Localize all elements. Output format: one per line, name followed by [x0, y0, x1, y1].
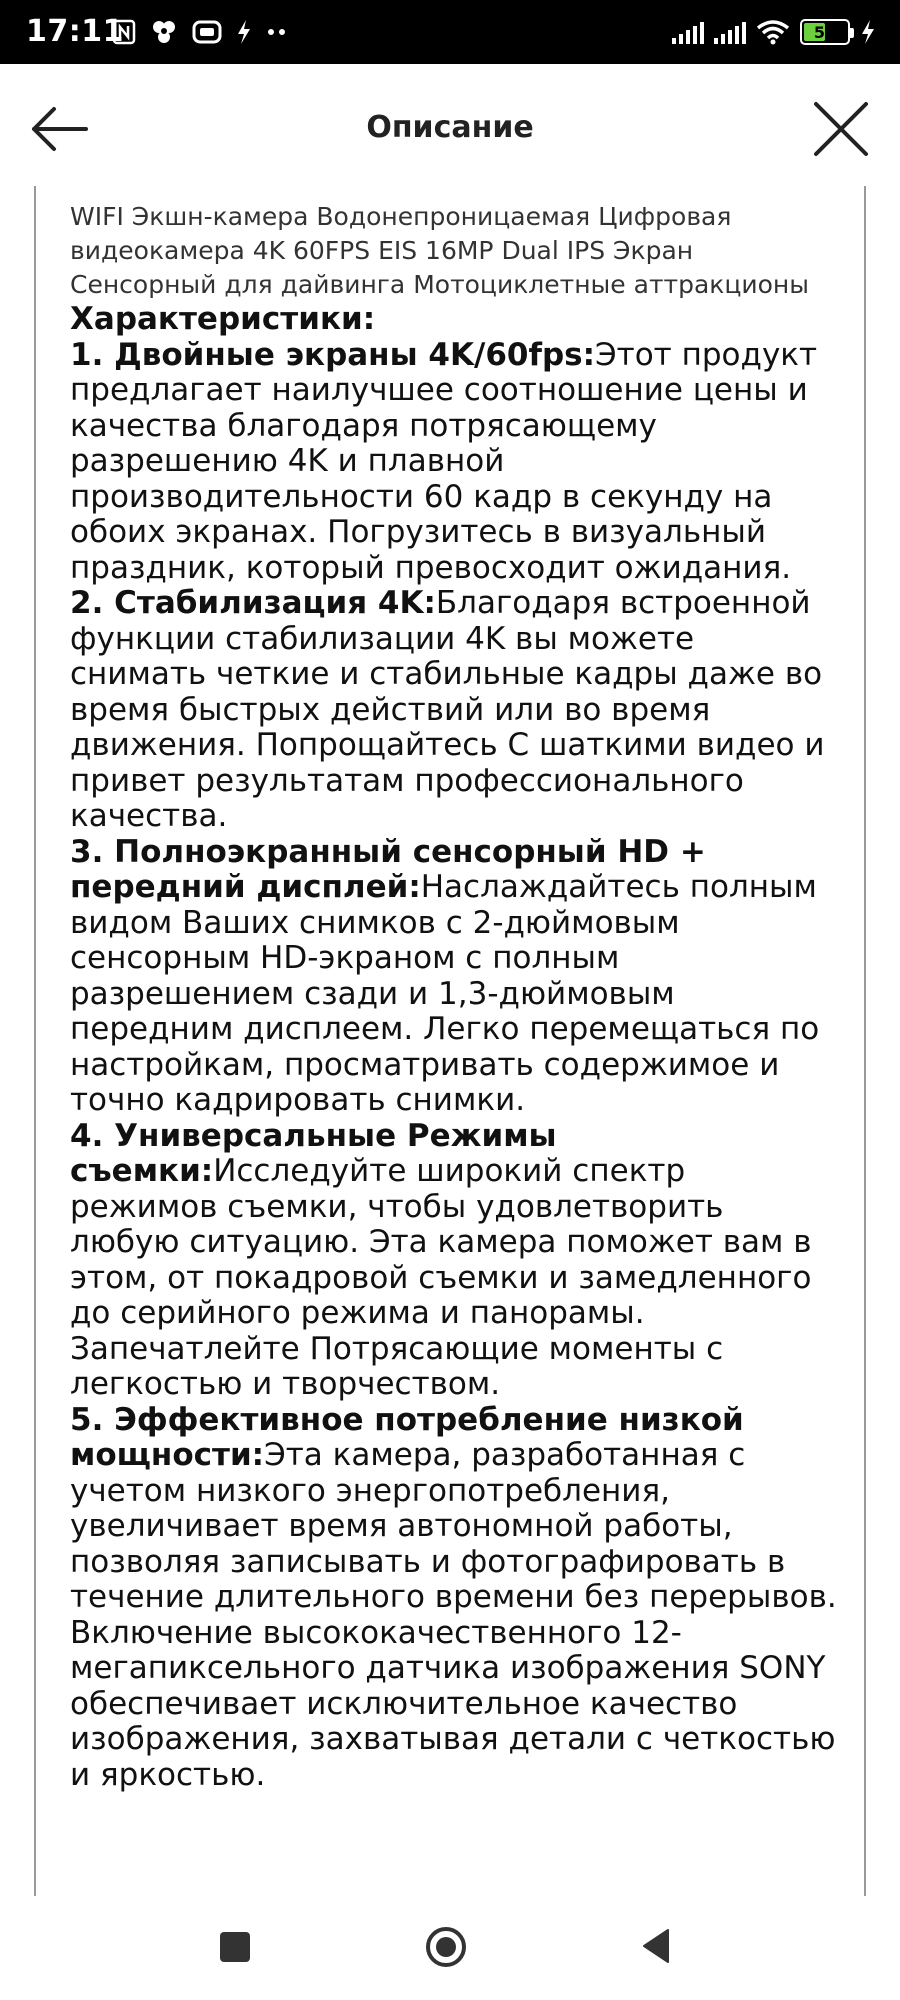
battery-tip: [850, 28, 854, 38]
signal-icon: [714, 20, 746, 44]
feature-heading: 2. Стабилизация 4K:: [70, 585, 436, 621]
close-button[interactable]: [806, 94, 876, 164]
product-title: WIFI Экшн-камера Водонепроницаемая Цифровая видеокамера 4K 60FPS EIS 16MP Dual IPS Экран Сенсорный для дайвинга Мотоциклетные аттракционы: [70, 202, 810, 299]
status-icons-left: [112, 18, 288, 46]
recent-apps-icon[interactable]: [220, 1932, 250, 1962]
nfc-icon: [112, 19, 136, 45]
feature-text: Наслаждайтесь полным видом Ваших снимков с 2-дюймовым сенсорным HD-экраном с полным разрешением сзади и 1,3-дюймовым передним дисплеем. Легко перемещаться по настройкам, просматривать содержимое и точно кадрировать снимки.: [70, 869, 820, 1118]
signal-icon: [672, 20, 704, 44]
wifi-icon: [756, 19, 790, 45]
triangle-back-icon: [638, 1926, 674, 1966]
more-dots-icon: [266, 27, 288, 37]
back-icon[interactable]: [638, 1926, 674, 1966]
feature-heading: 1. Двойные экраны 4K/60fps:: [70, 336, 596, 373]
screen-record-icon: [192, 20, 222, 44]
features-heading: Характеристики:: [70, 301, 376, 337]
close-icon: [806, 94, 876, 164]
status-time: 17:11: [26, 14, 124, 49]
home-circle-icon: [424, 1925, 468, 1969]
feature-heading: 4. Универсальные Режимы съемки:: [70, 1117, 557, 1189]
feature-text: Исследуйте широкий спектр режимов съемки, чтобы удовлетворить любую ситуацию. Эта камера поможет вам в этом, от покадровой съемки и замедленного до серийного режима и панорамы. Запечатлейте Потрясающие моменты с легкостью и творчеством.: [70, 1153, 812, 1402]
page-header: [0, 64, 900, 194]
description-content: [70, 200, 840, 1793]
feature-text: Эта камера, разработанная с учетом низкого энергопотребления, увеличивает время автономной работы, позволяя записывать и фотографировать в течение длительного времени без перерывов. Включение высококачественного 12-мегапиксельного датчика изображения SONY обеспечивает исключительное качество изображения, захватывая детали с четкостью и яркостью.: [70, 1437, 837, 1793]
feature-heading: 3. Полноэкранный сенсорный HD + передний дисплей:: [70, 833, 706, 905]
status-bar: [0, 0, 900, 64]
feature-list: [70, 302, 840, 1793]
feature-text: Этот продукт предлагает наилучшее соотношение цены и качества благодаря потрясающему разрешению 4K и плавной производительности 60 кадр в секунду на обоих экранах. Погрузитесь в визуальный праздник, который превосходит ожидания.: [70, 336, 818, 586]
page-title: Описание: [366, 110, 534, 145]
feature-text: Благодаря встроенной функции стабилизации 4K вы можете снимать четкие и стабильные кадры даже во время быстрых действий или во время движения. Попрощайтесь С шаткими видео и привет результатам профессионального качества.: [70, 585, 825, 834]
battery-level: 51: [813, 22, 837, 42]
status-icons-right: [672, 18, 876, 46]
charging-bolt-icon: [236, 19, 252, 45]
fan-icon: [150, 19, 178, 45]
home-icon[interactable]: [424, 1925, 468, 1969]
feature-heading: 5. Эффективное потребление низкой мощности:: [70, 1401, 744, 1473]
battery-icon: [800, 19, 850, 45]
navigation-bar: [0, 1900, 900, 2000]
charging-bolt-icon: [860, 19, 876, 45]
